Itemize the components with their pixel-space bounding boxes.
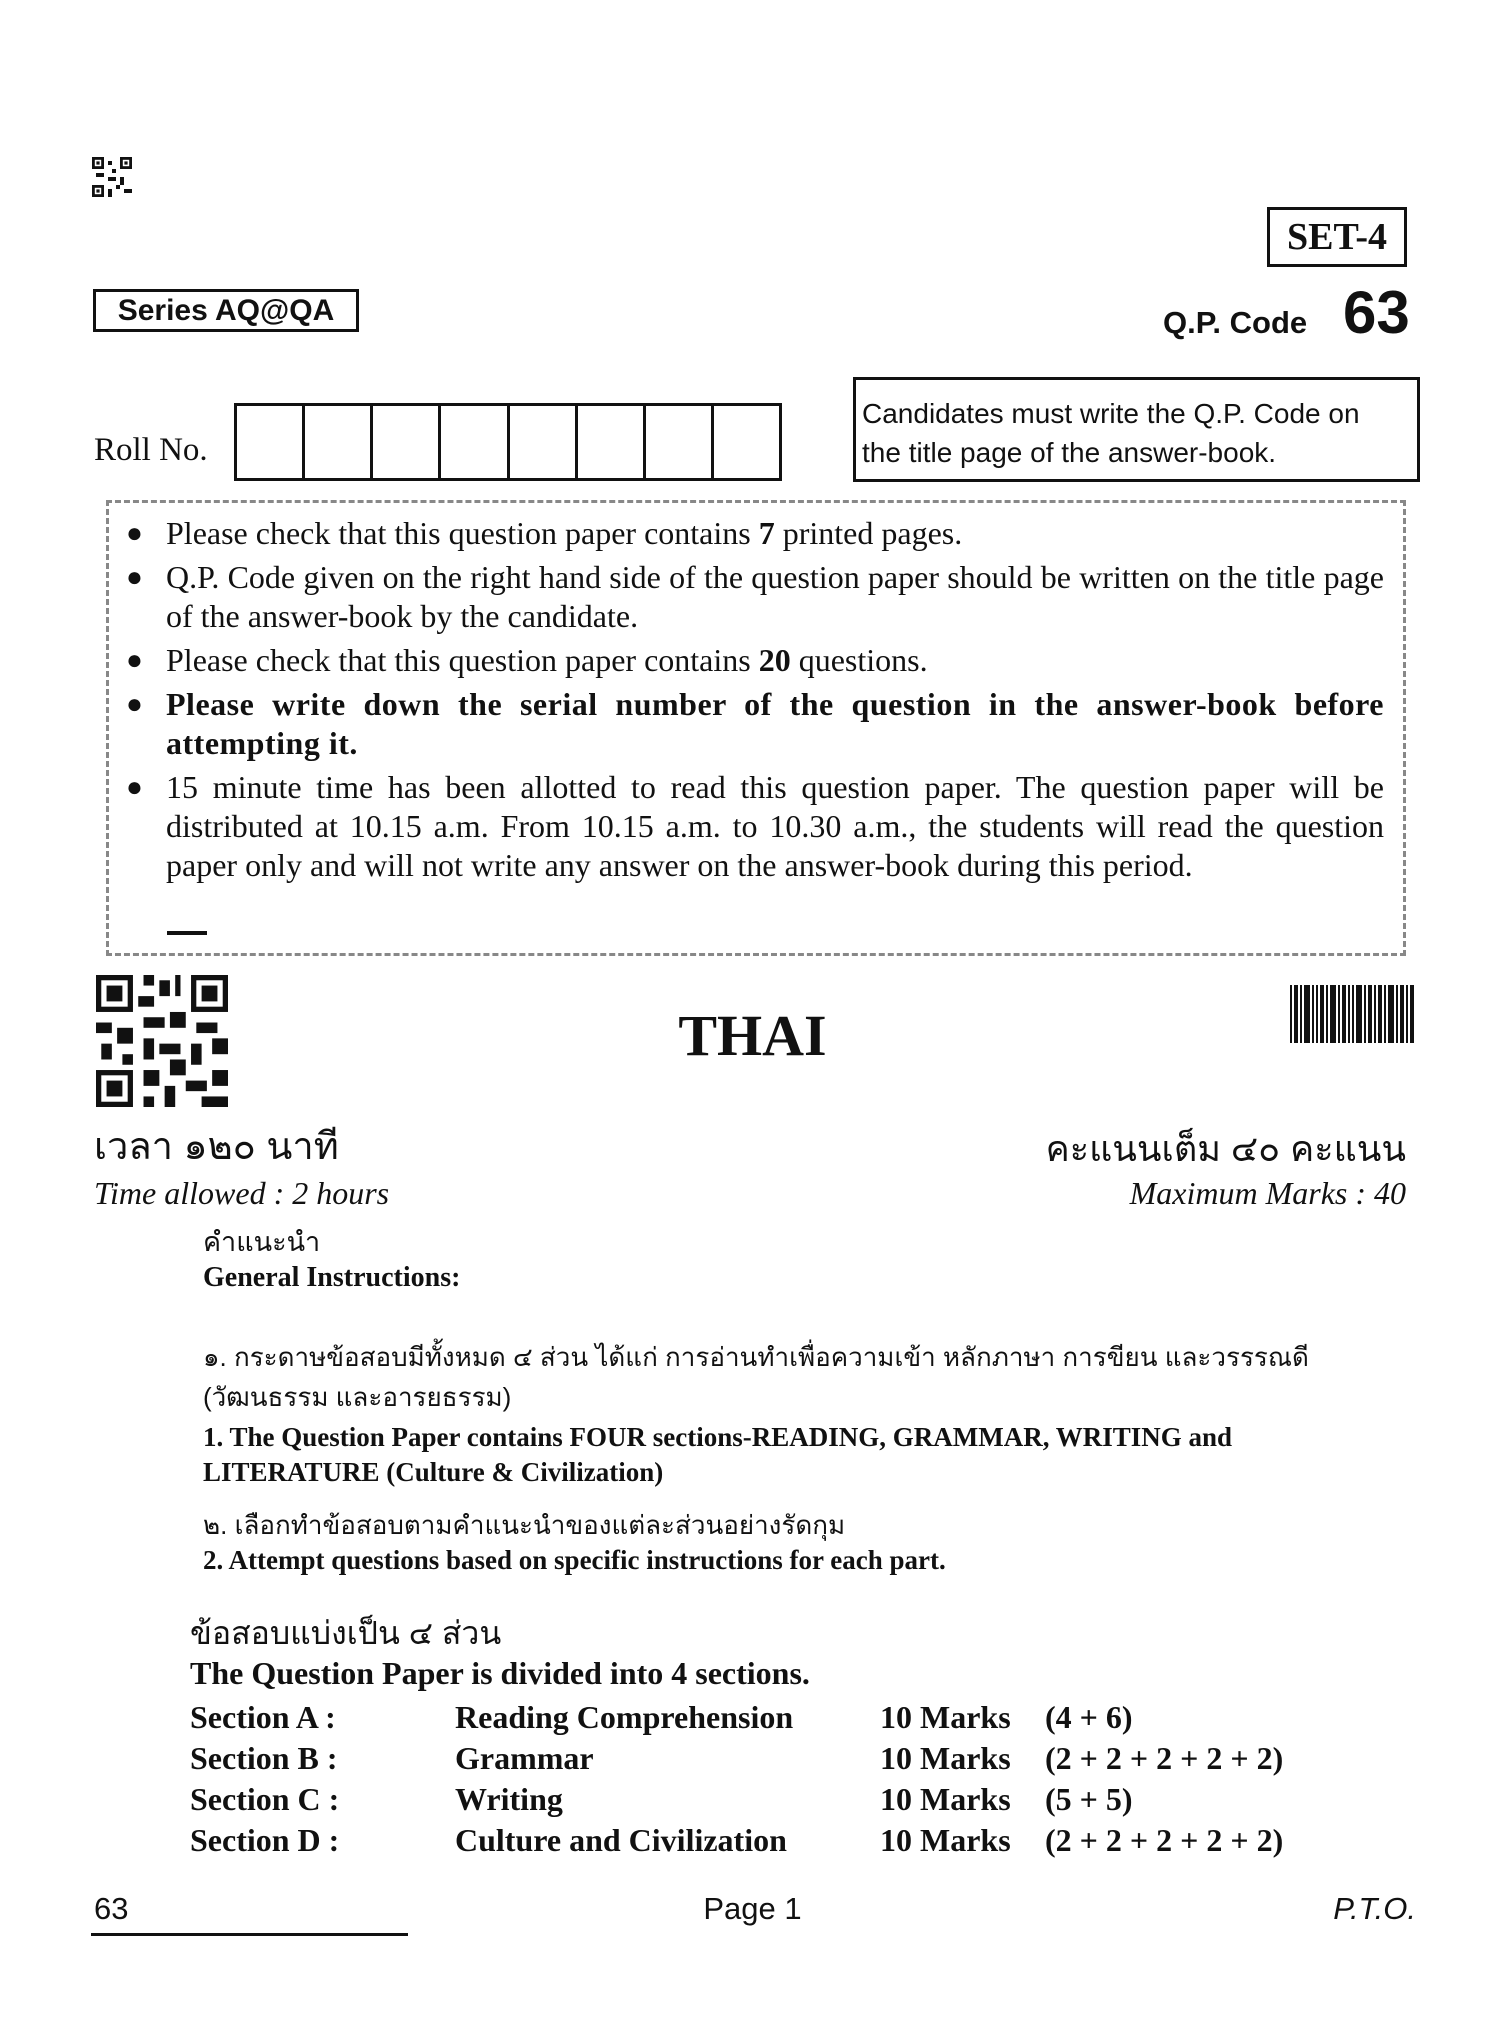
roll-number-box[interactable]: [237, 406, 305, 478]
qp-code-label: Q.P. Code: [1163, 305, 1308, 340]
series-label-box: Series AQ@QA: [93, 289, 359, 332]
qp-code-value: 63: [1343, 279, 1410, 346]
instruction-item: ● Please check that this question paper contains 20 questions.: [126, 642, 928, 678]
instruction-item: ● Please write down the serial number of the question in the answer-book before attempting it.: [126, 686, 1384, 761]
page-number: Page 1: [703, 1891, 802, 1926]
section-row: [190, 1779, 1365, 1820]
roll-number-box[interactable]: [305, 406, 373, 478]
candidate-note-line: the title page of the answer-book.: [862, 437, 1277, 468]
qr-code-small-icon: [92, 157, 132, 197]
division-thai: ข้อสอบแบ่งเป็น ๔ ส่วน: [190, 1615, 502, 1651]
bullet-icon: ●: [126, 562, 143, 593]
roll-number-box[interactable]: [510, 406, 578, 478]
section-split: (4 + 6): [1045, 1699, 1133, 1735]
roll-number-box[interactable]: [373, 406, 441, 478]
section-split: (5 + 5): [1045, 1781, 1133, 1817]
section-row: [190, 1738, 1365, 1779]
bullet-icon: ●: [126, 518, 143, 549]
section-split: (2 + 2 + 2 + 2 + 2): [1045, 1740, 1284, 1776]
roll-number-boxes[interactable]: [234, 403, 782, 481]
footer-qp-code: 63: [94, 1891, 129, 1926]
footer-underline: [91, 1933, 408, 1936]
section-split: (2 + 2 + 2 + 2 + 2): [1045, 1822, 1284, 1858]
pto-label: P.T.O.: [1333, 1891, 1416, 1926]
roll-number-box[interactable]: [441, 406, 509, 478]
section-row: [190, 1820, 1365, 1861]
roll-number-label: Roll No.: [94, 432, 208, 468]
section-title: Reading Comprehension: [455, 1699, 794, 1735]
section-name: Section D :: [190, 1822, 340, 1858]
section-title: Culture and Civilization: [455, 1822, 787, 1858]
dash-mark: [167, 931, 207, 935]
section-title: Writing: [455, 1781, 563, 1817]
section-title: Grammar: [455, 1740, 594, 1776]
candidate-note-line: Candidates must write the Q.P. Code on: [862, 398, 1360, 429]
bullet-icon: ●: [126, 645, 143, 676]
roll-number-box[interactable]: [714, 406, 779, 478]
roll-number-box[interactable]: [646, 406, 714, 478]
instruction-1: 1. The Question Paper contains FOUR sections-READING, GRAMMAR, WRITING and LITERATURE (Culture & Civilization): [203, 1422, 1233, 1487]
section-name: Section B :: [190, 1740, 338, 1776]
section-marks: 10 Marks: [880, 1781, 1011, 1817]
instruction-item: ● Please check that this question paper contains 7 printed pages.: [126, 515, 963, 551]
instruction-2-thai: ๒. เลือกทำข้อสอบตามคำแนะนำของแต่ละส่วนอย่างรัดกุม: [203, 1510, 846, 1540]
subject-title: THAI: [678, 1003, 827, 1068]
section-marks: 10 Marks: [880, 1822, 1011, 1858]
sections-table: [190, 1697, 1365, 1861]
roll-number-box[interactable]: [578, 406, 646, 478]
time-allowed: Time allowed : 2 hours: [94, 1175, 390, 1211]
instruction-item: ● Q.P. Code given on the right hand side of the question paper should be written on the title page of the answer-book by the candidate.: [126, 559, 1384, 634]
maximum-marks: Maximum Marks : 40: [1129, 1175, 1406, 1211]
section-name: Section A :: [190, 1699, 336, 1735]
section-marks: 10 Marks: [880, 1740, 1011, 1776]
general-instructions-thai: คำแนะนำ: [203, 1227, 321, 1257]
general-instructions-heading: General Instructions:: [203, 1262, 461, 1293]
instructions-list: [122, 514, 1384, 890]
bullet-icon: ●: [126, 772, 143, 803]
instruction-item: ● 15 minute time has been allotted to read this question paper. The question paper will be distributed at 10.15 a.m. From 10.15 a.m. to 10.30 a.m., the students will read the question paper only and will not write any answer on the answer-book during this period.: [126, 769, 1384, 883]
maximum-marks-thai: คะแนนเต็ม ๔๐ คะแนน: [1045, 1128, 1406, 1169]
section-marks: 10 Marks: [880, 1699, 1011, 1735]
candidate-note-box: [853, 377, 1420, 482]
time-allowed-thai: เวลา ๑๒๐ นาที: [94, 1126, 339, 1168]
division-heading: The Question Paper is divided into 4 sections.: [190, 1655, 810, 1691]
section-name: Section C :: [190, 1781, 340, 1817]
instruction-2: 2. Attempt questions based on specific instructions for each part.: [203, 1545, 946, 1575]
instruction-1-thai: ๑. กระดาษข้อสอบมีทั้งหมด ๔ ส่วน ได้แก่ การอ่านทำเพื่อความเข้า หลักภาษา การขียน และวรรรณดี (วัฒนธรรม และอารยธรรม): [203, 1342, 1309, 1412]
bullet-icon: ●: [126, 689, 144, 720]
set-label-box: SET-4: [1267, 207, 1407, 267]
section-row: [190, 1697, 1365, 1738]
